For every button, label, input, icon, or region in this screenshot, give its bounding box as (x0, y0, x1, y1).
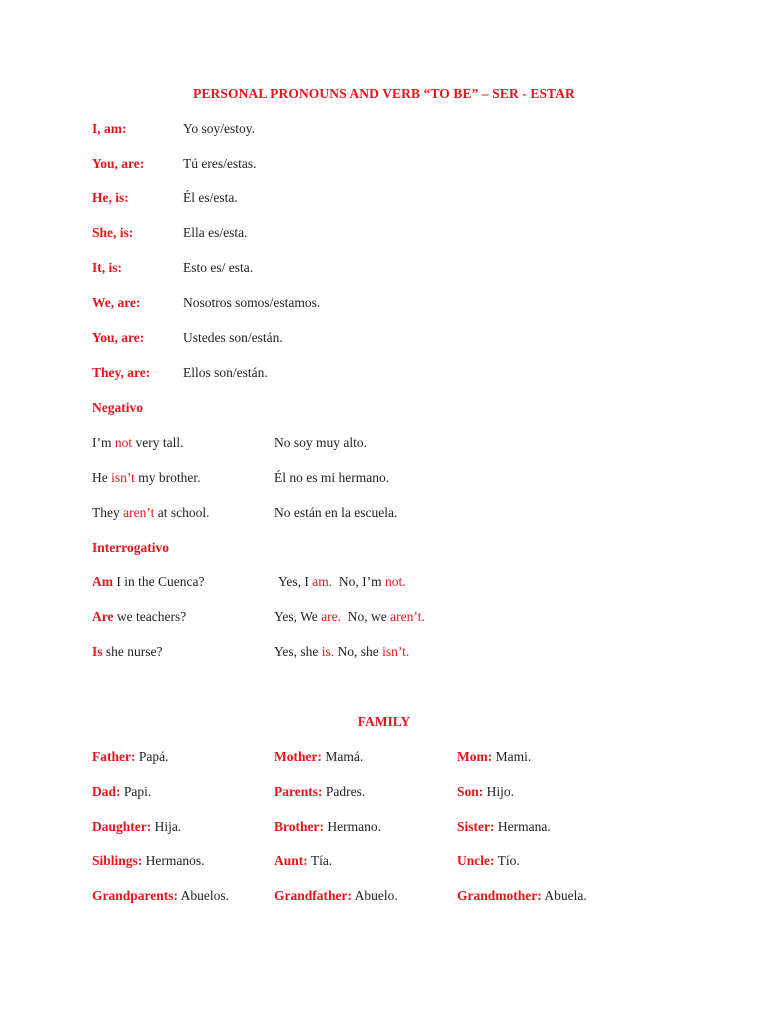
pronoun-row (0, 190, 768, 210)
affirmative-answer: Yes, I (278, 574, 313, 589)
negative-verb: isn’t. (382, 644, 410, 659)
negative-row (0, 470, 768, 490)
pronoun-spanish: Él es/esta. (183, 190, 238, 205)
sentence-start: He (92, 470, 112, 485)
family-translation: Hermano. (324, 819, 381, 834)
question-rest: we teachers? (113, 609, 187, 624)
family-term: Grandparents: (92, 888, 179, 903)
question (92, 609, 186, 625)
family-term: Siblings: (92, 853, 143, 868)
pronoun-spanish: Ella es/esta. (183, 225, 248, 240)
interrogative-row (0, 574, 768, 594)
family-entry (92, 888, 229, 904)
family-term: Uncle: (457, 853, 495, 868)
negative-verb: not. (385, 574, 406, 589)
family-translation: Abuela. (541, 888, 587, 903)
negation-word: isn’t (111, 470, 135, 485)
negative-answer: No, we (341, 609, 391, 624)
question-rest: she nurse? (102, 644, 163, 659)
family-row (0, 853, 768, 873)
question (92, 574, 204, 590)
family-translation: Padres. (322, 784, 366, 799)
pronoun-english: You, are: (92, 156, 145, 171)
negative-spanish: No soy muy alto. (274, 435, 367, 450)
family-row (0, 749, 768, 769)
pronoun-english: You, are: (92, 330, 145, 345)
family-term: Brother: (274, 819, 324, 834)
family-entry (92, 819, 181, 835)
pronoun-english: He, is: (92, 190, 129, 205)
sentence-end: my brother. (134, 470, 201, 485)
pronoun-spanish: Ellos son/están. (183, 365, 268, 380)
family-entry (274, 888, 398, 904)
family-row (0, 819, 768, 839)
family-entry (457, 888, 587, 904)
family-translation: Mami. (492, 749, 532, 764)
interrogative-row (0, 609, 768, 629)
pronoun-row (0, 260, 768, 280)
family-translation: Hermanos. (142, 853, 205, 868)
negative-heading-row (0, 400, 768, 420)
family-entry (274, 853, 332, 869)
question-verb: Are (92, 609, 114, 624)
negative-row (0, 435, 768, 455)
page-title: PERSONAL PRONOUNS AND VERB “TO BE” – SER - ESTAR (193, 86, 575, 101)
question (92, 644, 163, 660)
family-translation: Papá. (135, 749, 169, 764)
question-verb: Am (92, 574, 113, 589)
negative-answer: No, I’m (332, 574, 386, 589)
family-term: Daughter: (92, 819, 152, 834)
affirmative-verb: am. (312, 574, 333, 589)
family-term: Father: (92, 749, 136, 764)
pronoun-spanish: Nosotros somos/estamos. (183, 295, 321, 310)
family-term: Grandfather: (274, 888, 352, 903)
interrogative-row (0, 644, 768, 664)
family-entry (457, 853, 520, 869)
family-entry (457, 784, 514, 800)
sentence-end: at school. (154, 505, 210, 520)
negation-word: not (114, 435, 133, 450)
family-term: Aunt: (274, 853, 308, 868)
family-term: Son: (457, 784, 484, 799)
negative-answer: No, she (334, 644, 383, 659)
pronoun-spanish: Esto es/ esta. (183, 260, 254, 275)
family-entry (92, 853, 205, 869)
family-translation: Abuelo. (352, 888, 398, 903)
affirmative-answer: Yes, she (274, 644, 322, 659)
question-verb: Is (92, 644, 103, 659)
family-translation: Hijo. (483, 784, 515, 799)
pronoun-english: We, are: (92, 295, 141, 310)
answers (274, 609, 425, 625)
family-term: Dad: (92, 784, 121, 799)
family-term: Mom: (457, 749, 493, 764)
negative-spanish: No están en la escuela. (274, 505, 398, 520)
family-translation: Abuelos. (178, 888, 230, 903)
family-heading: FAMILY (357, 714, 411, 729)
family-row (0, 784, 768, 804)
pronoun-english: It, is: (92, 260, 122, 275)
family-term: Grandmother: (457, 888, 542, 903)
pronoun-row (0, 156, 768, 176)
affirmative-verb: is. (321, 644, 335, 659)
family-term: Parents: (274, 784, 323, 799)
negative-english (92, 470, 201, 486)
family-entry (274, 749, 363, 765)
pronoun-spanish: Tú eres/estas. (183, 156, 257, 171)
negative-row (0, 505, 768, 525)
family-translation: Tía. (307, 853, 333, 868)
pronoun-english: I, am: (92, 121, 127, 136)
family-entry (457, 819, 551, 835)
affirmative-verb: are. (321, 609, 342, 624)
question-rest: I in the Cuenca? (113, 574, 205, 589)
pronoun-row (0, 121, 768, 141)
pronoun-spanish: Yo soy/estoy. (183, 121, 256, 136)
family-translation: Mamá. (321, 749, 364, 764)
negation-word: aren’t (123, 505, 155, 520)
pronoun-spanish: Ustedes son/están. (183, 330, 283, 345)
pronoun-row (0, 330, 768, 350)
interrogative-heading-row (0, 540, 768, 560)
family-entry (274, 819, 381, 835)
answers (278, 574, 406, 590)
affirmative-answer: Yes, We (274, 609, 322, 624)
sentence-end: very tall. (132, 435, 184, 450)
pronoun-row (0, 365, 768, 385)
family-translation: Papi. (120, 784, 152, 799)
pronoun-english: She, is: (92, 225, 134, 240)
family-translation: Hermana. (494, 819, 551, 834)
family-entry (457, 749, 531, 765)
family-translation: Tío. (494, 853, 520, 868)
family-term: Sister: (457, 819, 495, 834)
negative-english (92, 435, 184, 451)
negative-verb: aren’t. (390, 609, 425, 624)
family-entry (92, 749, 168, 765)
family-term: Mother: (274, 749, 322, 764)
pronoun-english: They, are: (92, 365, 151, 380)
negative-english (92, 505, 209, 521)
answers (274, 644, 409, 660)
family-entry (92, 784, 151, 800)
interrogative-heading: Interrogativo (92, 540, 169, 555)
family-entry (274, 784, 365, 800)
sentence-start: I’m (92, 435, 115, 450)
sentence-start: They (92, 505, 124, 520)
family-row (0, 888, 768, 908)
pronoun-row (0, 295, 768, 315)
negative-spanish: Él no es mi hermano. (274, 470, 390, 485)
pronoun-row (0, 225, 768, 245)
negative-heading: Negativo (92, 400, 143, 415)
family-translation: Hija. (151, 819, 182, 834)
